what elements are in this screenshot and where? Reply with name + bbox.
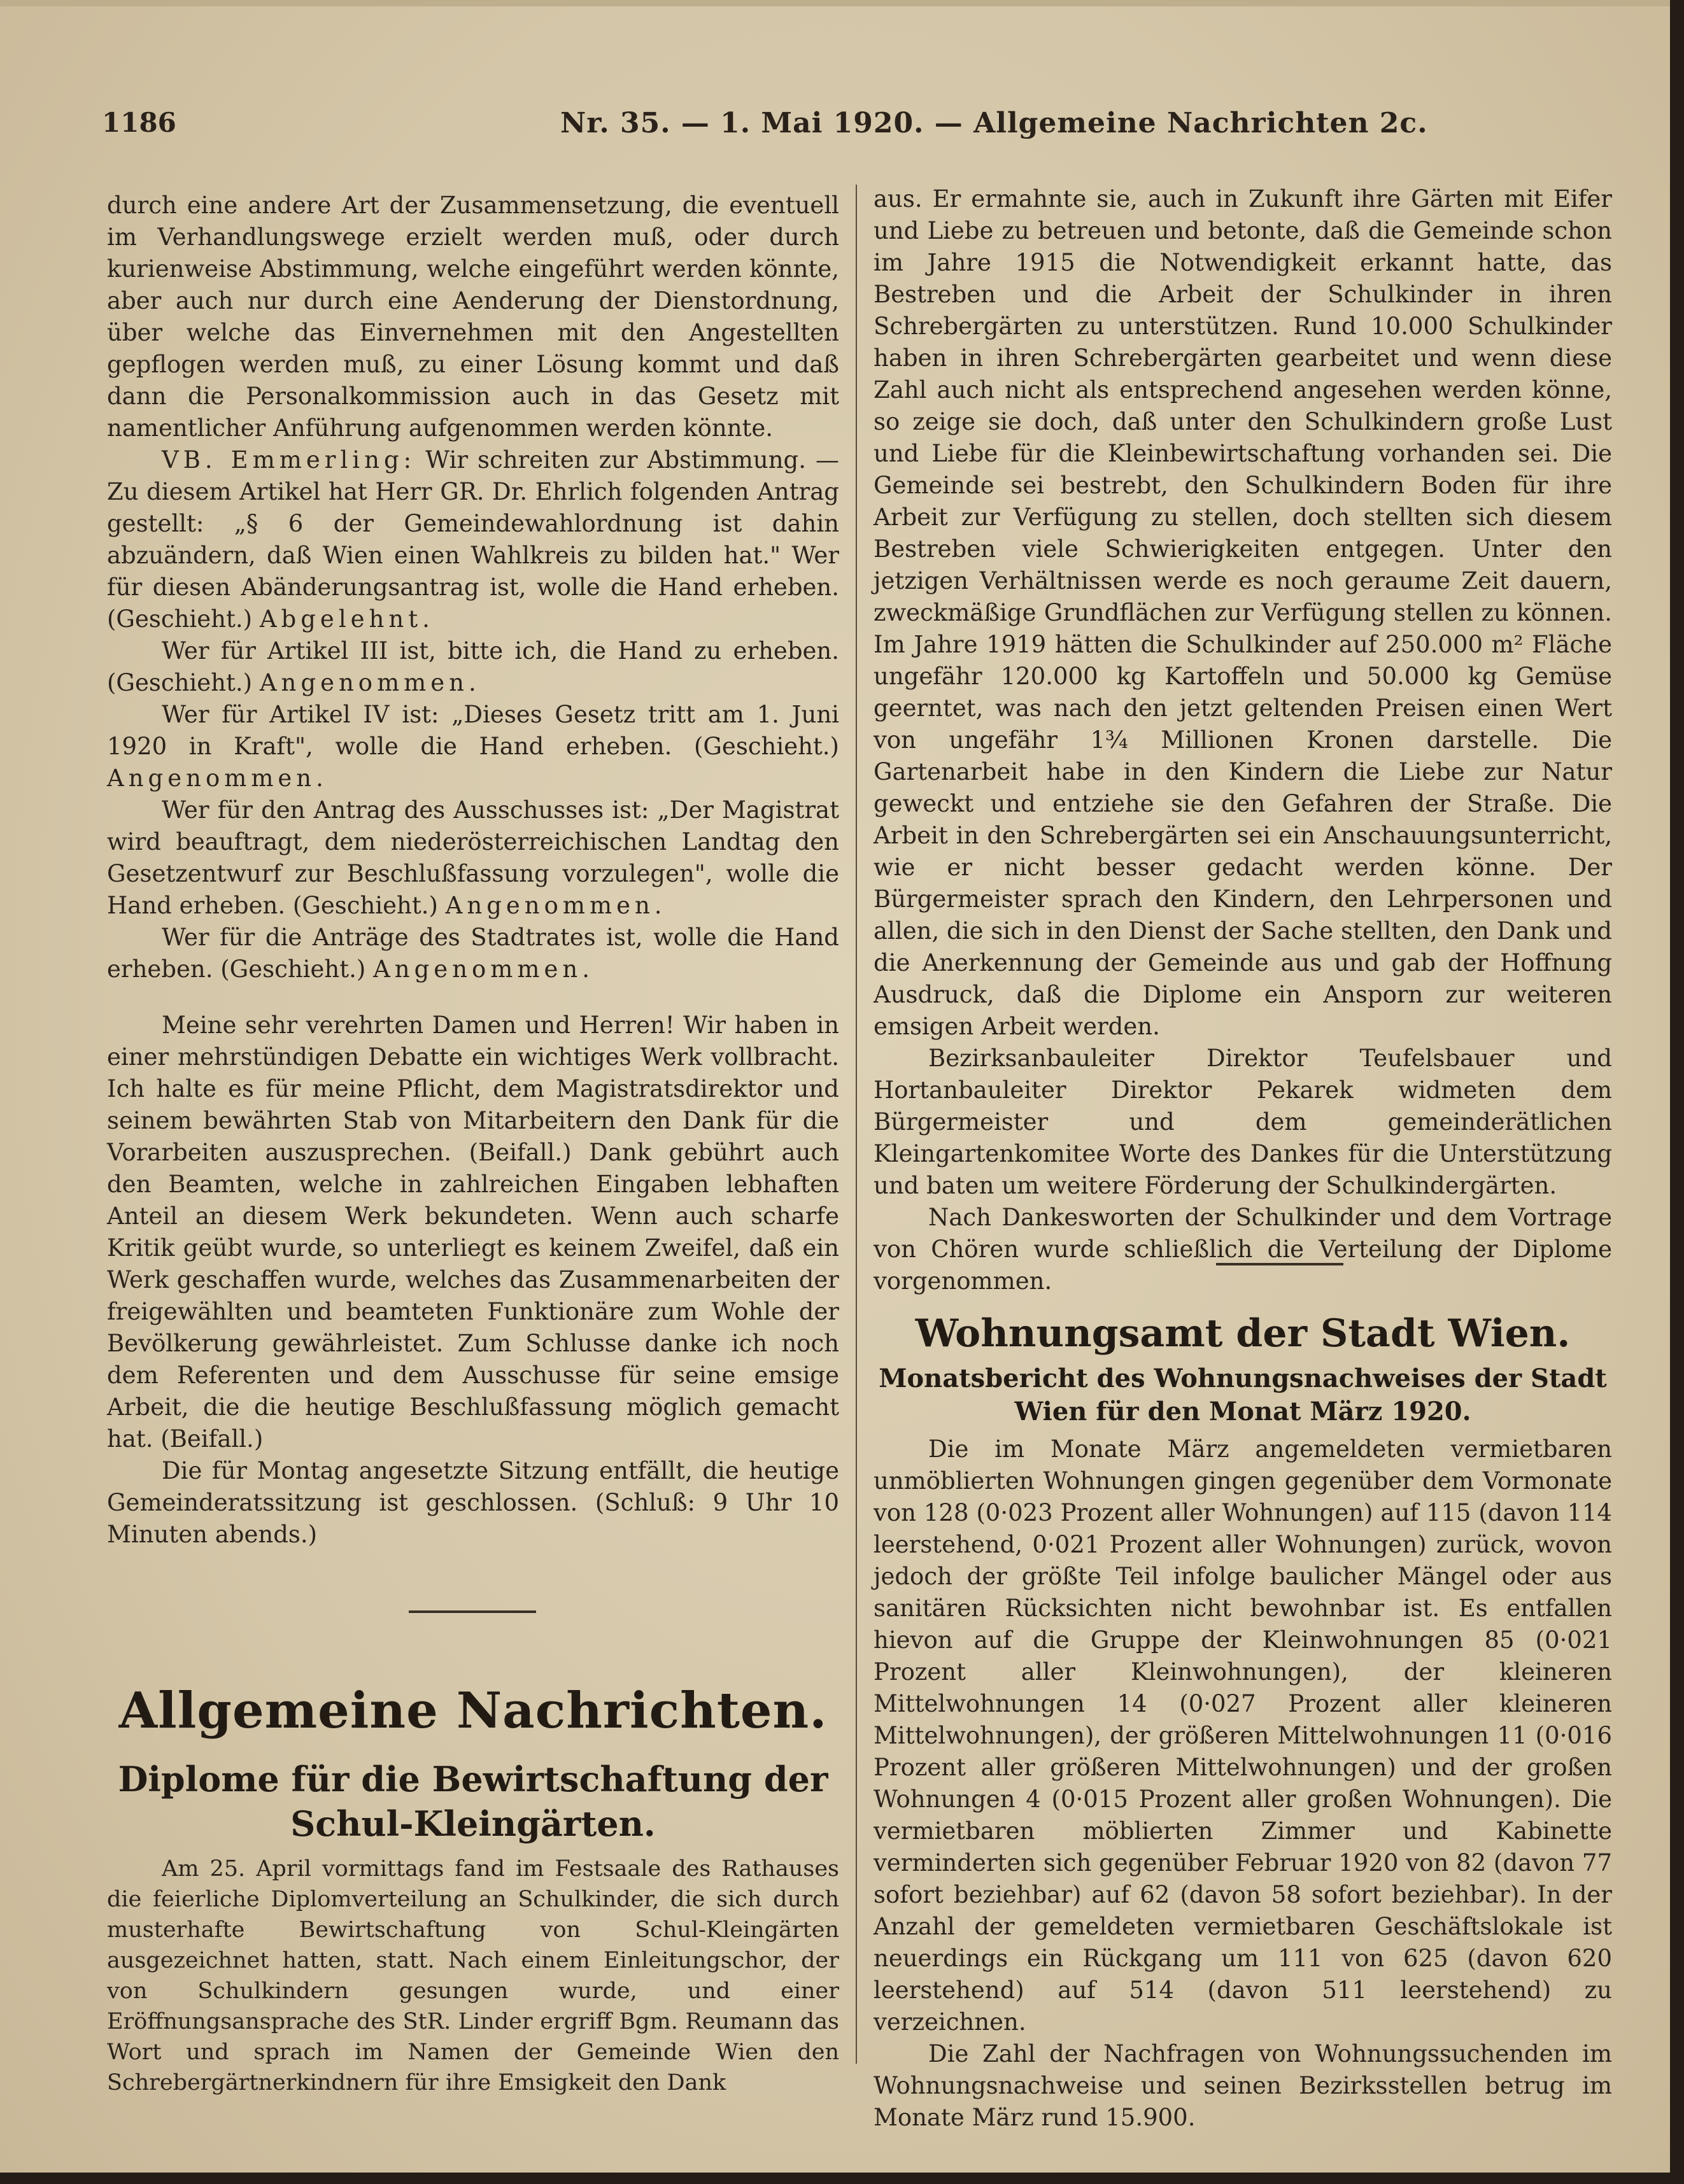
left-paragraph-5 [107, 794, 839, 922]
left-paragraph-2-text: Wir schreiten zur Abstimmung. — Zu diesem Artikel hat Herr GR. Dr. Ehrlich folgenden Antrag gestellt: „§ 6 der Gemeindewahlordnung ist dahin abzuändern, daß Wien einen Wahlkreis zu bilden hat." Wer für diesen Abänderungsantrag ist, wolle die Hand erheben. (Geschieht.) [107, 446, 839, 633]
running-head: Nr. 35. — 1. Mai 1920. — Allgemeine Nachrichten 2c. [560, 107, 1428, 139]
section-divider [409, 1610, 536, 1613]
left-paragraph-5-text: Wer für den Antrag des Ausschusses ist: „Der Magistrat wird beauftragt, dem niederösterreichischen Landtag den Gesetzentwurf zur Beschlußfassung vorzulegen", wolle die Hand erheben. (Geschieht.) [107, 796, 839, 919]
left-paragraph-6 [107, 922, 839, 985]
housing-paragraph-2: Die Zahl der Nachfragen von Wohnungssuchenden im Wohnungsnachweise und seinen Bezirksstellen betrug im Monate März rund 15.900. [874, 2040, 1612, 2131]
right-paragraph-2: Bezirksanbauleiter Direktor Teufelsbauer und Hortanbauleiter Direktor Pekarek widmeten dem Bürgermeister und dem gemeinderätlichen Kleingartenkomitee Worte des Dankes für die Unterstützung und baten um weitere Förderung der Schulkindergärten. [874, 1045, 1612, 1199]
vote-result: Angenommen. [259, 669, 481, 696]
housing-title: Wohnungsamt der Stadt Wien. [915, 1311, 1571, 1356]
left-column [107, 190, 839, 1551]
right-paragraph-3: Nach Dankesworten der Schulkinder und dem Vortrage von Chören wurde schließlich die Verteilung der Diplome vorgenommen. [874, 1204, 1612, 1295]
vote-result: Angenommen. [107, 764, 328, 792]
column-divider [856, 185, 857, 2064]
section-divider [1216, 1263, 1343, 1265]
housing-subtitle: Monatsbericht des Wohnungsnachweises der Stadt Wien für den Monat März 1920. [879, 1363, 1607, 1427]
section-title: Allgemeine Nachrichten. [118, 1682, 828, 1740]
housing-body [874, 1434, 1612, 2134]
speaker-name: VB. Emmerling: [162, 446, 416, 474]
article-body [107, 1854, 839, 2098]
article-heading: Diplome für die Bewirtschaftung der Schul-Kleingärten. [118, 1759, 828, 1844]
page-header [102, 107, 1617, 151]
left-paragraph-8: Die für Montag angesetzte Sitzung entfällt, die heutige Gemeinderatssitzung ist geschlossen. (Schluß: 9 Uhr 10 Minuten abends.) [107, 1457, 839, 1548]
left-paragraph-3 [107, 635, 839, 699]
left-paragraph-4 [107, 699, 839, 794]
vote-result: Angenommen. [373, 955, 594, 983]
vote-result: Abgelehnt. [259, 605, 434, 633]
vote-result: Angenommen. [445, 892, 667, 919]
article-paragraph: Am 25. April vormittags fand im Festsaale des Rathauses die feierliche Diplomverteilung an Schulkinder, die sich durch musterhafte Bewirtschaftung von Schul-Kleingärten ausgezeichnet hatten, statt. Nach einem Einleitungschor, der von Schulkindern gesungen wurde, und einer Eröffnungsansprache des StR. Linder ergriff Bgm. Reumann das Wort und sprach im Namen der Gemeinde Wien den Schrebergärtnerkindnern für ihre Emsigkeit den Dank [107, 1856, 839, 2096]
left-paragraph-7: Meine sehr verehrten Damen und Herren! Wir haben in einer mehrstündigen Debatte ein wichtiges Werk vollbracht. Ich halte es für meine Pflicht, dem Magistratsdirektor und seinem bewährten Stab von Mitarbeitern den Dank für die Vorarbeiten auszusprechen. (Beifall.) Dank gebührt auch den Beamten, welche in zahlreichen Eingaben lebhaften Anteil an diesem Werk bekundeten. Wenn auch scharfe Kritik geübt wurde, so unterliegt es keinem Zweifel, daß ein Werk geschaffen wurde, welches das Zusammenarbeiten der freigewählten und beamteten Funktionäre zum Wohle der Bevölkerung gewährleistet. Zum Schlusse danke ich noch dem Referenten und dem Ausschusse für seine emsige Arbeit, die die heutige Beschlußfassung möglich gemacht hat. (Beifall.) [107, 1011, 839, 1453]
page-edge [0, 0, 1670, 6]
left-paragraph-3-text: Wer für Artikel III ist, bitte ich, die Hand zu erheben. (Geschieht.) [107, 637, 839, 696]
right-paragraph-1: aus. Er ermahnte sie, auch in Zukunft ihre Gärten mit Eifer und Liebe zu betreuen und betonte, daß die Gemeinde schon im Jahre 1915 die Notwendigkeit erkannt hatte, das Bestreben und die Arbeit der Schulkinder in ihren Schrebergärten zu unterstützen. Rund 10.000 Schulkinder haben in ihren Schrebergärten gearbeitet und wenn diese Zahl auch nicht als entsprechend angesehen werden könne, so zeige sie doch, daß unter den Schulkindern große Lust und Liebe für die Kleinbewirtschaftung vorhanden sei. Die Gemeinde sei bestrebt, den Schulkindern Boden für ihre Arbeit zur Verfügung zu stellen, doch stellten sich diesem Bestreben viele Schwierigkeiten entgegen. Unter den jetzigen Verhältnissen werde es noch geraume Zeit dauern, zweckmäßige Grundflächen zur Verfügung stellen zu können. Im Jahre 1919 hätten die Schulkinder auf 250.000 m² Fläche ungefähr 120.000 kg Kartoffeln und 50.000 kg Gemüse geerntet, was nach den jetzt geltenden Preisen einen Wert von ungefähr 1¾ Millionen Kronen darstelle. Die Gartenarbeit habe in den Kindern die Liebe zur Natur geweckt und entziehe sie den Gefahren der Straße. Die Arbeit in den Schrebergärten sei ein Anschauungsunterricht, wie er nicht besser gedacht werden könne. Der Bürgermeister sprach den Kindern, den Lehrpersonen und allen, die sich in den Dienst der Sache stellten, den Dank und die Anerkennung der Gemeinde aus und gab der Hoffnung Ausdruck, daß die Diplome ein Ansporn zur weiteren emsigen Arbeit werden. [874, 185, 1612, 1040]
housing-paragraph-1: Die im Monate März angemeldeten vermietbaren unmöblierten Wohnungen gingen gegenüber dem Vormonate von 128 (0·023 Prozent aller Wohnungen) auf 115 (davon 114 leerstehend, 0·021 Prozent aller Wohnungen) zurück, wovon jedoch der größte Teil infolge baulicher Mängel oder aus sanitären Rücksichten nicht bewohnbar ist. Es entfallen hievon auf die Gruppe der Kleinwohnungen 85 (0·021 Prozent aller Kleinwohnungen), der kleineren Mittelwohnungen 14 (0·027 Prozent aller kleineren Mittelwohnungen), der größeren Mittelwohnungen 11 (0·016 Prozent aller größeren Mittelwohnungen) und der großen Wohnungen 4 (0·015 Prozent aller großen Wohnungen). Die vermietbaren möblierten Zimmer und Kabinette verminderten sich gegenüber Februar 1920 von 82 (davon 77 sofort beziehbar) auf 62 (davon 58 sofort beziehbar). In der Anzahl der gemeldeten vermietbaren Geschäftslokale ist neuerdings ein Rückgang um 111 von 625 (davon 620 leerstehend) auf 514 (davon 511 leerstehend) zu verzeichnen. [874, 1435, 1612, 2036]
left-paragraph-6-text: Wer für die Anträge des Stadtrates ist, wolle die Hand erheben. (Geschieht.) [107, 924, 839, 983]
right-column [874, 183, 1612, 1297]
left-paragraph-4-text: Wer für Artikel IV ist: „Dieses Gesetz tritt am 1. Juni 1920 in Kraft", wolle die Hand erheben. (Geschieht.) [107, 701, 839, 760]
left-paragraph-2 [107, 444, 839, 635]
left-paragraph-1: durch eine andere Art der Zusammensetzung, die eventuell im Verhandlungswege erzielt werden muß, oder durch kurienweise Abstimmung, welche eingeführt werden könnte, aber auch nur durch eine Aenderung der Dienstordnung, über welche das Einvernehmen mit den Angestellten gepflogen werden muß, zu einer Lösung kommt und daß dann die Personalkommission auch in das Gesetz mit namentlicher Anführung aufgenommen werden könnte. [107, 192, 839, 442]
page-number: 1186 [102, 107, 176, 138]
